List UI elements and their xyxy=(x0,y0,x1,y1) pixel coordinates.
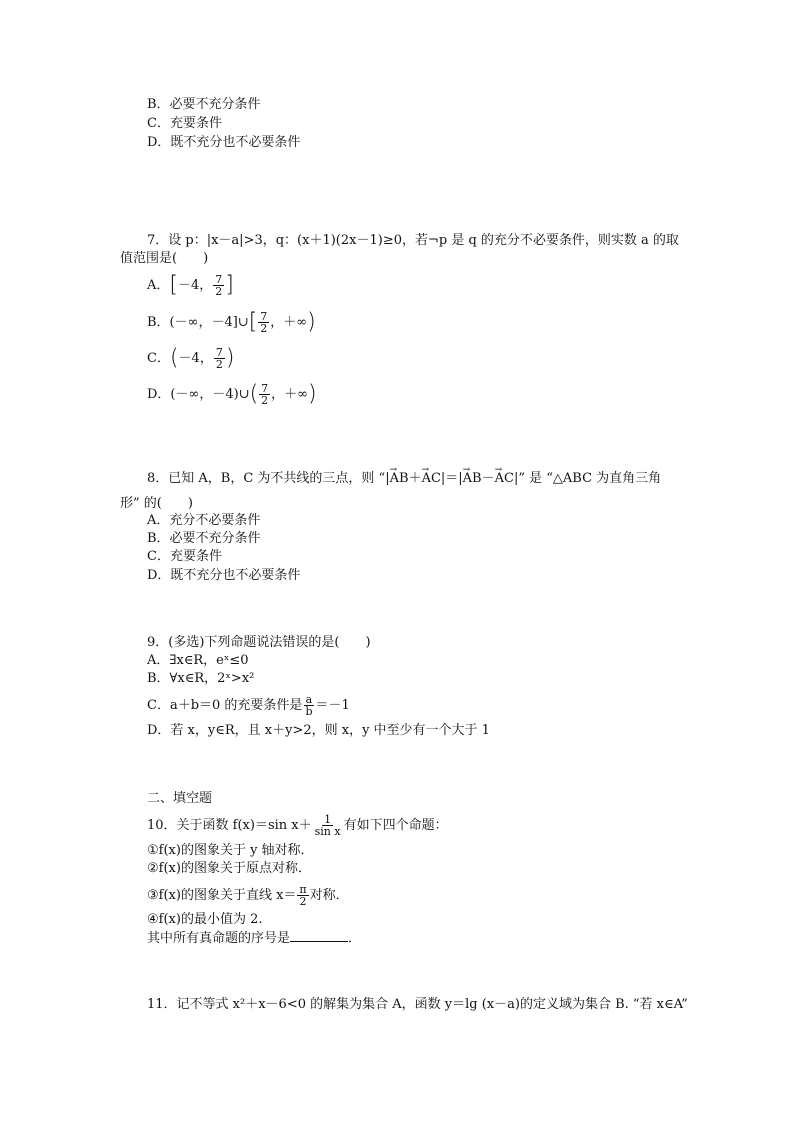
q10-proposition-2: ②f(x)的图象关于原点对称． xyxy=(147,861,311,876)
q9-option-d: D．若 x，y∈R，且 x＋y>2，则 x，y 中至少有一个大于 1 xyxy=(147,723,490,738)
q6-option-b: B．必要不充分条件 xyxy=(147,97,261,112)
q9-option-c xyxy=(147,694,350,717)
fraction-7-2 xyxy=(258,311,269,334)
fraction-7-2 xyxy=(213,274,224,297)
q7-option-b-tail: ，＋∞ xyxy=(270,315,308,330)
q8-stem-a: 8．已知 A，B，C 为不共线的三点，则 “| xyxy=(147,471,390,486)
fraction-numerator: 1 xyxy=(324,813,332,826)
q6-option-d: D．既不充分也不必要条件 xyxy=(147,135,301,150)
q10-proposition-1: ①f(x)的图象关于 y 轴对称． xyxy=(147,843,314,858)
q9-stem: 9．(多选)下列命题说法错误的是( ) xyxy=(147,635,371,650)
q8-stem-line1 xyxy=(147,470,661,488)
left-bracket: [ xyxy=(248,309,258,335)
minus-sign: － xyxy=(481,471,495,486)
fraction-numerator: a xyxy=(305,693,313,706)
fraction-7-2 xyxy=(214,347,225,370)
q9-option-b: B．∀x∈R，2ˣ>x² xyxy=(147,671,255,686)
fraction-numerator: π xyxy=(299,883,307,896)
fraction-numerator: 7 xyxy=(215,346,223,359)
q7-stem-line1: 7．设 p：|x－a|>3，q：(x＋1)(2x－1)≥0，若¬p 是 q 的充分不必要条件，则实数 a 的取 xyxy=(147,233,679,248)
q7-stem-line2: 值范围是( ) xyxy=(120,251,209,266)
q11-stem: 11．记不等式 x²＋x－6<0 的解集为集合 A，函数 y＝lg (x－a)的定义域为集合 B. “若 x∈A” xyxy=(147,997,688,1012)
q9-option-a: A．∃x∈R，eˣ≤0 xyxy=(147,653,249,668)
q9-option-c-post: ＝－1 xyxy=(315,698,350,713)
fraction-denominator: 2 xyxy=(215,358,223,371)
fraction-denominator: 2 xyxy=(260,322,268,335)
q10-proposition-4: ④f(x)的最小值为 2. xyxy=(147,912,263,927)
q8-stem-line2: 形” 的( ) xyxy=(120,496,193,511)
q6-option-c: C．充要条件 xyxy=(147,116,222,131)
q10-question xyxy=(147,929,361,948)
q7-option-d xyxy=(147,383,317,406)
q8-option-b: B．必要不充分条件 xyxy=(147,531,261,546)
q7-option-d-label: D．(－∞，－4)∪ xyxy=(147,387,250,402)
fraction-denominator: 2 xyxy=(261,394,269,407)
q10-stem xyxy=(147,814,448,837)
left-bracket: [ xyxy=(169,272,178,298)
right-paren: ) xyxy=(225,345,235,371)
left-paren: ( xyxy=(249,381,259,407)
fraction-numerator: 7 xyxy=(261,382,269,395)
fraction-numerator: 7 xyxy=(260,310,268,323)
q10-p3-pre: ③f(x)的图象关于直线 x＝ xyxy=(147,888,297,903)
fraction-pi-2 xyxy=(297,884,308,907)
fraction-denominator: sin x xyxy=(314,825,341,838)
vector-ab: → AB xyxy=(390,470,409,488)
answer-blank[interactable] xyxy=(290,929,348,942)
q7-option-a-label: A． xyxy=(147,278,170,293)
q7-option-b xyxy=(147,311,316,334)
plus-sign: ＋ xyxy=(408,471,422,486)
q10-proposition-3 xyxy=(147,884,349,907)
q10-question-post: ． xyxy=(348,931,362,946)
q8-option-c: C．充要条件 xyxy=(147,549,222,564)
q10-question-pre: 其中所有真命题的序号是 xyxy=(147,931,291,946)
fraction-1-sinx xyxy=(313,814,343,837)
q7-option-a-left: －4， xyxy=(177,278,213,293)
left-paren: ( xyxy=(169,345,179,371)
q8-stem-b: |” 是 “△ABC 为直角三角 xyxy=(513,471,662,486)
fraction-denominator: 2 xyxy=(215,285,223,298)
vector-ac: → AC xyxy=(422,470,441,488)
section-title: 二、填空题 xyxy=(147,791,213,806)
vector-ab: → AB xyxy=(463,470,482,488)
q8-option-d: D．既不充分也不必要条件 xyxy=(147,568,301,583)
q8-mid: |＝| xyxy=(440,471,463,486)
fraction-a-b xyxy=(303,694,314,717)
right-paren: ) xyxy=(307,309,316,335)
fraction-denominator: 2 xyxy=(299,895,307,908)
q7-option-d-tail: ，＋∞ xyxy=(271,387,308,402)
q10-stem-pre: 10．关于函数 f(x)＝sin x＋ xyxy=(147,818,312,833)
fraction-numerator: 7 xyxy=(215,273,223,286)
q7-option-c xyxy=(147,347,234,370)
right-bracket: ] xyxy=(225,272,234,298)
q7-option-c-label: C． xyxy=(147,351,170,366)
q7-option-b-label: B．(－∞，－4]∪ xyxy=(147,315,249,330)
right-paren: ) xyxy=(308,381,317,407)
vector-ac: → AC xyxy=(495,470,514,488)
fraction-7-2 xyxy=(259,383,270,406)
q7-option-a xyxy=(147,274,234,297)
q8-option-a: A．充分不必要条件 xyxy=(147,513,261,528)
q9-option-c-pre: C．a＋b＝0 的充要条件是 xyxy=(147,698,303,713)
q10-p3-post: 对称． xyxy=(309,888,349,903)
q7-option-c-left: －4， xyxy=(178,351,213,366)
q10-stem-post: 有如下四个命题： xyxy=(343,818,448,833)
fraction-denominator: b xyxy=(305,705,313,718)
